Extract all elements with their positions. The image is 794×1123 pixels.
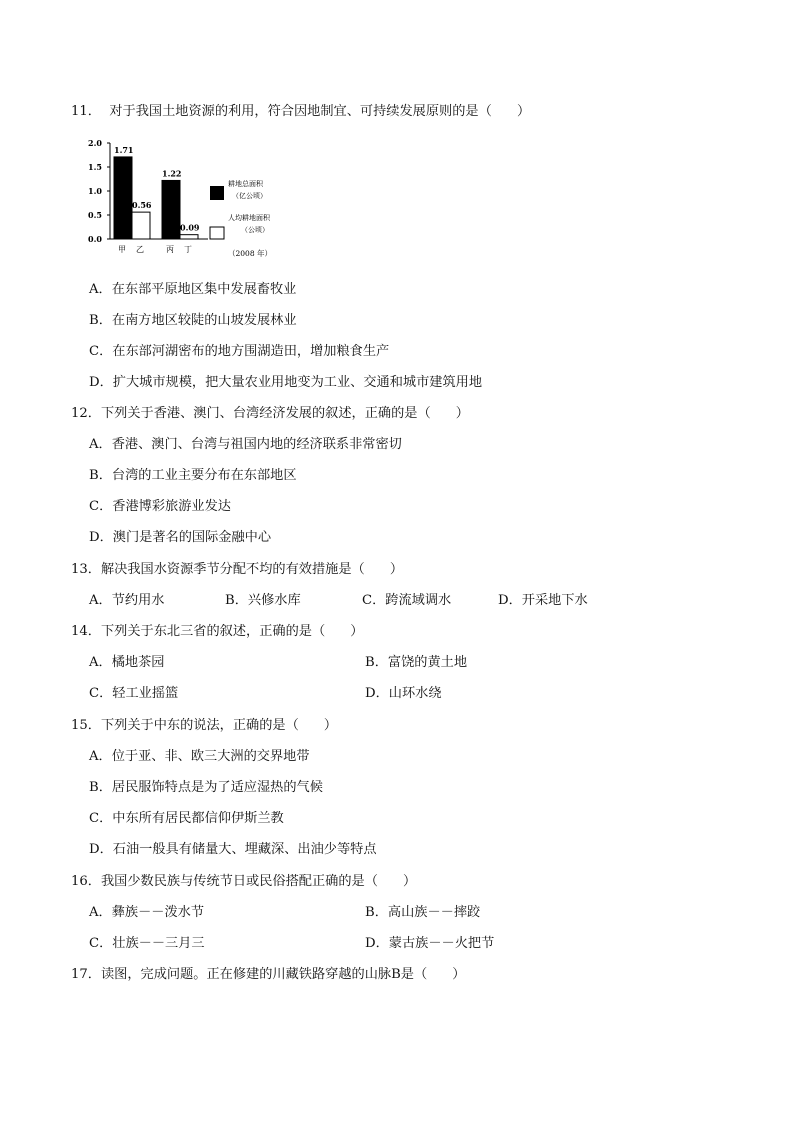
x-tick-label: 丙 (166, 245, 174, 254)
x-tick-labels (118, 245, 192, 254)
y-tick-label: 2.0 (88, 138, 102, 148)
question-12-stem: 12．下列关于香港、澳门、台湾经济发展的叙述，正确的是（ ） (71, 406, 469, 421)
y-tick-labels (88, 138, 110, 244)
q12-option-d[interactable]: D．澳门是著名的国际金融中心 (89, 530, 272, 545)
q15-option-c[interactable]: C．中东所有居民都信仰伊斯兰教 (89, 811, 284, 826)
q11-option-c[interactable]: C．在东部河湖密布的地方围湖造田，增加粮食生产 (89, 344, 390, 359)
legend (210, 179, 271, 239)
q13-option-b[interactable]: B．兴修水库 (225, 593, 301, 608)
q14-option-d[interactable]: D．山环水绕 (365, 686, 442, 701)
q14-option-c[interactable]: C．轻工业摇篮 (89, 686, 179, 701)
q11-option-d[interactable]: D．扩大城市规模，把大量农业用地变为工业、交通和城市建筑用地 (89, 375, 483, 390)
q12-option-c[interactable]: C．香港博彩旅游业发达 (89, 499, 231, 514)
question-13-stem: 13．解决我国水资源季节分配不均的有效措施是（ ） (71, 562, 404, 577)
legend-percapita-line1: 人均耕地面积 (228, 214, 270, 222)
question-14-stem: 14．下列关于东北三省的叙述，正确的是（ ） (71, 624, 364, 639)
question-11-stem: 11． 对于我国土地资源的利用，符合因地制宜、可持续发展原则的是（ ） (71, 104, 531, 119)
bar-甲 (114, 157, 132, 239)
bar-丙 (162, 180, 180, 239)
q12-option-a[interactable]: A．香港、澳门、台湾与祖国内地的经济联系非常密切 (89, 437, 402, 452)
q11-option-a[interactable]: A．在东部平原地区集中发展畜牧业 (89, 282, 297, 297)
value-label: 1.22 (162, 168, 182, 179)
x-tick-label: 乙 (136, 245, 144, 254)
q13-option-a[interactable]: A．节约用水 (89, 593, 165, 608)
legend-swatch-total (210, 186, 224, 200)
question-15-stem: 15．下列关于中东的说法，正确的是（ ） (71, 718, 338, 733)
question-17-stem: 17．读图，完成问题。正在修建的川藏铁路穿越的山脉B是（ ） (71, 967, 466, 982)
bar-乙 (132, 212, 150, 239)
bar-丁 (180, 235, 198, 239)
bars (114, 145, 200, 239)
question-16-stem: 16．我国少数民族与传统节日或民俗搭配正确的是（ ） (71, 874, 417, 889)
y-tick-label: 1.0 (88, 186, 102, 196)
x-tick-label: 丁 (184, 245, 192, 254)
q15-option-b[interactable]: B．居民服饰特点是为了适应湿热的气候 (89, 780, 323, 795)
value-label: 0.09 (180, 222, 200, 233)
value-label: 1.71 (114, 144, 134, 155)
bar-chart (88, 132, 318, 264)
y-tick-label: 0.5 (88, 210, 102, 220)
x-tick-label: 甲 (118, 245, 126, 254)
y-tick-label: 1.5 (88, 162, 102, 172)
q16-option-b[interactable]: B．高山族－－摔跤 (365, 905, 481, 920)
q13-option-d[interactable]: D．开采地下水 (498, 593, 588, 608)
legend-total-line1: 耕地总面积 (228, 180, 263, 188)
q16-option-d[interactable]: D．蒙古族－－火把节 (365, 936, 495, 951)
q11-option-b[interactable]: B．在南方地区较陡的山坡发展林业 (89, 313, 297, 328)
legend-swatch-percapita (210, 227, 224, 239)
q13-option-c[interactable]: C．跨流域调水 (362, 593, 452, 608)
q15-option-a[interactable]: A．位于亚、非、欧三大洲的交界地带 (89, 749, 310, 764)
q14-option-b[interactable]: B．富饶的黄土地 (365, 655, 468, 670)
y-tick-label: 0.0 (88, 234, 102, 244)
legend-total-line2: （亿公顷） (232, 192, 267, 200)
q16-option-c[interactable]: C．壮族－－三月三 (89, 936, 205, 951)
q16-option-a[interactable]: A．彝族－－泼水节 (89, 905, 205, 920)
chart-note: （2008 年） (228, 249, 272, 258)
value-label: 0.56 (132, 200, 152, 211)
q14-option-a[interactable]: A．橘地茶园 (89, 655, 165, 670)
q12-option-b[interactable]: B．台湾的工业主要分布在东部地区 (89, 468, 297, 483)
q15-option-d[interactable]: D．石油一般具有储量大、埋藏深、出油少等特点 (89, 842, 377, 857)
legend-percapita-line2: （公顷） (241, 226, 269, 234)
